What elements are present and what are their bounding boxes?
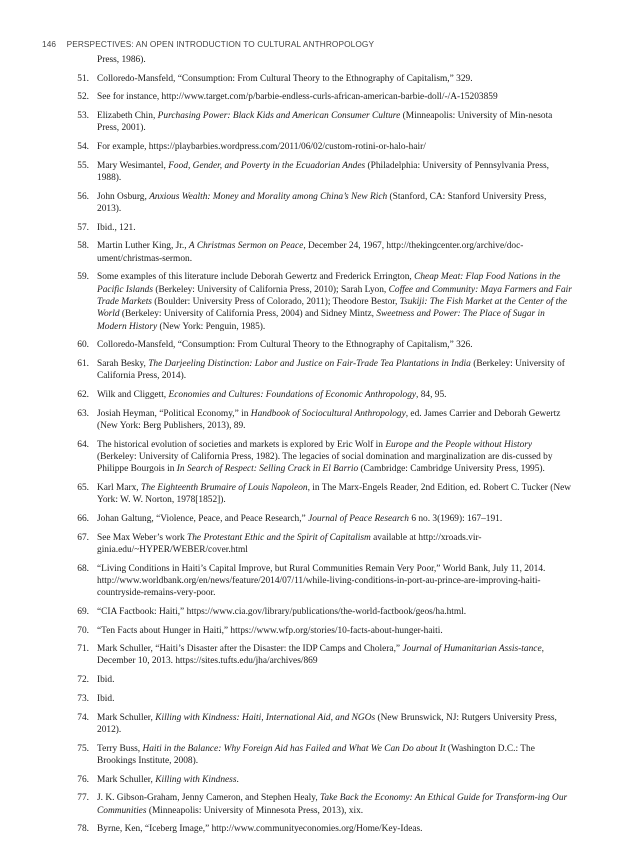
- endnote: [67, 674, 572, 686]
- text-segment: Martin Luther King, Jr.,: [97, 241, 189, 252]
- endnote: [67, 389, 572, 401]
- endnote-text: [97, 674, 572, 686]
- text-segment: Mark Schuller,: [97, 774, 156, 785]
- text-segment: (Berkeley: University of California Press, 2010); Sarah Lyon,: [152, 284, 389, 295]
- text-segment: (Minneapolis: University of Min-nesota Press, 2001).: [97, 111, 553, 134]
- endnote-text: [97, 513, 572, 525]
- text-segment: Johan Galtung, “Violence, Peace, and Peace Research,”: [97, 513, 309, 524]
- text-segment: (Philadelphia: University of Pennsylvania Press, 1988).: [97, 160, 549, 184]
- endnote: [67, 439, 572, 476]
- endnote: [67, 358, 572, 383]
- endnote-number: 71.: [77, 644, 89, 655]
- text-segment: (Minneapolis: University of Minnesota Press, 2013), xix.: [146, 805, 364, 816]
- endnote-text: [97, 482, 572, 507]
- endnote-number: 78.: [77, 824, 89, 835]
- text-segment: John Osburg,: [97, 191, 150, 202]
- italic-title: Europe and the People without History: [385, 439, 533, 450]
- endnote-text: [97, 110, 572, 135]
- text-segment: (New Brunswick, NJ: Rutgers University Press, 2012).: [97, 712, 557, 735]
- endnote: [67, 693, 572, 705]
- text-segment: (Cambridge: Cambridge University Press, 1995).: [358, 464, 545, 475]
- endnote: [67, 774, 572, 786]
- book-title: PERSPECTIVES: AN OPEN INTRODUCTION TO CULTURAL ANTHROPOLOGY: [66, 39, 375, 49]
- endnote-text: [97, 240, 572, 265]
- text-segment: Mark Schuller,: [97, 712, 156, 723]
- text-segment: “Living Conditions in Haiti’s Capital Improve, but Rural Communities Remain Very Poor,” World Bank, July 11, 2014. http://www.worldbank.org/en/news/feature/2014/07/11/while-living-conditions-in-port-au-prince-are-improving-haiti-countryside-remains-very-poor.: [97, 563, 546, 599]
- text-segment: Mark Schuller, “Haiti’s Disaster after the Disaster: the IDP Camps and Cholera,”: [97, 644, 403, 655]
- endnote-number: 68.: [77, 563, 89, 574]
- text-segment: Josiah Heyman, “Political Economy,” in: [97, 408, 251, 419]
- endnote: [67, 271, 572, 332]
- italic-title: A Christmas Sermon on Peace: [188, 241, 304, 252]
- endnote-text: [97, 271, 572, 332]
- endnote-text: [97, 693, 572, 705]
- text-segment: Colloredo-Mansfeld, “Consumption: From Cultural Theory to the Ethnography of Capitalism,” 326.: [97, 340, 473, 351]
- text-segment: Ibid.: [97, 693, 115, 704]
- endnote-text: [97, 532, 572, 557]
- text-segment: J. K. Gibson-Graham, Jenny Cameron, and Stephen Healy,: [97, 793, 321, 804]
- text-segment: For example, https://playbarbies.wordpress.com/2011/06/02/custom-rotini-or-halo-hair/: [97, 142, 426, 153]
- endnote-text: [97, 408, 572, 433]
- italic-title: The Protestant Ethic and the Spirit of Capitalism: [187, 532, 371, 543]
- endnote: [67, 160, 572, 185]
- italic-title: Sweetness and Power: The Place of Sugar in Modern History: [97, 309, 545, 332]
- endnote-number: 69.: [77, 606, 89, 617]
- endnote-number: 52.: [77, 92, 89, 103]
- endnote: [67, 563, 572, 600]
- page-number: 146: [42, 39, 57, 49]
- italic-title: Killing with Kindness: Haiti, International Aid, and NGOs: [155, 712, 376, 723]
- text-segment: (Washington D.C.: The Brookings Institute, 2008).: [97, 743, 535, 766]
- endnote-number: 59.: [77, 272, 89, 283]
- endnote-text: [97, 743, 572, 768]
- endnote: [67, 482, 572, 507]
- italic-title: Cheap Meat: Flap Food Nations in the Pacific Islands: [97, 272, 561, 295]
- endnote-number: 55.: [77, 160, 89, 171]
- italic-title: Take Back the Economy: An Ethical Guide for Transform-ing Our Communities: [97, 793, 568, 816]
- endnote-number: 63.: [77, 408, 89, 419]
- italic-title: Tsukiji: The Fish Market at the Center of the World: [97, 296, 568, 320]
- endnote-text: [97, 389, 572, 401]
- italic-title: Journal of Humanitarian Assis-tance: [402, 644, 542, 655]
- continuation-text: Press, 1986).: [97, 55, 146, 65]
- endnote: [67, 222, 572, 234]
- text-segment: , December 24, 1967, http://thekingcenter.org/archive/doc-ument/christmas-sermon.: [97, 241, 524, 264]
- text-segment: Wilk and Cliggett,: [97, 389, 169, 400]
- italic-title: In Search of Respect: Selling Crack in El Barrio: [176, 464, 359, 475]
- endnote-number: 51.: [77, 73, 89, 84]
- endnote-text: [97, 792, 572, 817]
- italic-title: Economies and Cultures: Foundations of Economic Anthropology: [168, 389, 417, 400]
- endnote-number: 53.: [77, 111, 89, 122]
- text-segment: Ibid., 121.: [97, 222, 136, 233]
- endnote-text: [97, 712, 572, 737]
- italic-title: Food, Gender, and Poverty in the Ecuadorian Andes: [168, 160, 366, 171]
- text-segment: “CIA Factbook: Haiti,” https://www.cia.gov/library/publications/the-world-factbook/geos/ha.html.: [97, 606, 467, 617]
- endnote: [67, 339, 572, 351]
- text-segment: (Berkeley: University of California Press, 1982). The legacies of social domination and marginalization are dis-cussed by Philippe Bourgois in: [97, 451, 553, 475]
- endnote-number: 58.: [77, 241, 89, 252]
- text-segment: , ed. James Carrier and Deborah Gewertz (New York: Berg Publishers, 2013), 89.: [97, 408, 561, 431]
- text-segment: Elizabeth Chin,: [97, 111, 158, 122]
- endnote: [67, 743, 572, 768]
- endnote-number: 57.: [77, 222, 89, 233]
- italic-title: Coffee and Community: Maya Farmers and Fair Trade Markets: [97, 284, 572, 307]
- endnote-number: 73.: [77, 693, 89, 704]
- endnote: [67, 73, 572, 85]
- endnote-text: [97, 774, 572, 786]
- text-segment: Some examples of this literature include Deborah Gewertz and Frederick Errington,: [97, 272, 415, 283]
- endnote-number: 65.: [77, 482, 89, 493]
- endnote-text: [97, 141, 572, 153]
- endnote-number: 60.: [77, 340, 89, 351]
- endnote-text: [97, 439, 572, 476]
- endnote: [67, 110, 572, 135]
- text-segment: , 84, 95.: [416, 389, 447, 400]
- endnote-text: [97, 73, 572, 85]
- endnote-text: [97, 91, 572, 103]
- endnote-text: [97, 606, 572, 618]
- endnote-number: 54.: [77, 142, 89, 153]
- endnote-text: [97, 563, 572, 600]
- endnote-text: [97, 339, 572, 351]
- italic-title: The Eighteenth Brumaire of Louis Napoleon: [141, 482, 308, 493]
- text-segment: (Boulder: University Press of Colorado, 2011); Theodore Bestor,: [151, 296, 400, 307]
- endnote-number: 62.: [77, 389, 89, 400]
- text-segment: Sarah Besky,: [97, 358, 149, 369]
- endnote: [67, 141, 572, 153]
- text-segment: (New York: Penguin, 1985).: [157, 321, 266, 332]
- italic-title: Anxious Wealth: Money and Morality among China’s New Rich: [149, 191, 388, 202]
- text-segment: (Stanford, CA: Stanford University Press, 2013).: [97, 191, 547, 215]
- endnote-number: 75.: [77, 743, 89, 754]
- endnote-number: 76.: [77, 774, 89, 785]
- endnote-number: 61.: [77, 358, 89, 369]
- endnote-number: 72.: [77, 675, 89, 686]
- text-segment: available at http://xroads.vir-ginia.edu/~HYPER/WEBER/cover.html: [97, 532, 482, 555]
- endnote-number: 67.: [77, 532, 89, 543]
- italic-title: Haiti in the Balance: Why Foreign Aid has Failed and What We Can Do about It: [142, 743, 446, 754]
- endnote: [67, 823, 572, 835]
- endnote-number: 56.: [77, 191, 89, 202]
- italic-title: Purchasing Power: Black Kids and American Consumer Culture: [157, 111, 401, 122]
- text-segment: , December 10, 2013. https://sites.tufts.edu/jha/archives/869: [97, 644, 544, 667]
- italic-title: Handbook of Sociocultural Anthropology: [250, 408, 406, 419]
- endnote: [67, 408, 572, 433]
- endnote: [67, 191, 572, 216]
- italic-title: The Darjeeling Distinction: Labor and Justice on Fair-Trade Tea Plantations in India: [148, 358, 471, 369]
- endnote-text: [97, 160, 572, 185]
- endnote-text: [97, 191, 572, 216]
- endnote: [67, 532, 572, 557]
- text-segment: (Berkeley: University of California Press, 2014).: [97, 358, 565, 382]
- endnote: [67, 643, 572, 668]
- endnote-number: 70.: [77, 625, 89, 636]
- text-segment: Karl Marx,: [97, 482, 141, 493]
- text-segment: (Berkeley: University of California Press, 2004) and Sidney Mintz,: [119, 309, 377, 320]
- text-segment: Mary Wesimantel,: [97, 160, 169, 171]
- endnote-text: [97, 358, 572, 383]
- endnote: [67, 792, 572, 817]
- endnote: [67, 240, 572, 265]
- endnote-number: 74.: [77, 712, 89, 723]
- endnote-text: [97, 643, 572, 668]
- text-segment: Byrne, Ken, “Iceberg Image,” http://www.communityeconomies.org/Home/Key-Ideas.: [97, 824, 423, 835]
- endnote: [67, 606, 572, 618]
- endnote-text: [97, 222, 572, 234]
- text-segment: Colloredo-Mansfeld, “Consumption: From Cultural Theory to the Ethnography of Capitalism,” 329.: [97, 73, 473, 84]
- text-segment: , in The Marx-Engels Reader, 2nd Edition, ed. Robert C. Tucker (New York: W. W. Norton, 1978[1852]).: [97, 482, 572, 506]
- text-segment: .: [236, 774, 239, 785]
- endnote: [67, 712, 572, 737]
- text-segment: See Max Weber’s work: [97, 532, 188, 543]
- text-segment: Ibid.: [97, 675, 115, 686]
- text-segment: See for instance, http://www.target.com/p/barbie-endless-curls-african-american-barbie-doll/-/A-15203859: [97, 92, 498, 103]
- endnote-text: [97, 625, 572, 637]
- endnote-number: 64.: [77, 439, 89, 450]
- italic-title: Journal of Peace Research: [308, 513, 409, 524]
- endnote-text: [97, 823, 572, 835]
- endnote: [67, 513, 572, 525]
- running-header: [42, 39, 374, 49]
- italic-title: Killing with Kindness: [155, 774, 237, 785]
- text-segment: Terry Buss,: [97, 743, 143, 754]
- text-segment: 6 no. 3(1969): 167–191.: [408, 513, 503, 524]
- endnote: [67, 91, 572, 103]
- endnote: [67, 625, 572, 637]
- endnotes-list: [67, 54, 572, 842]
- text-segment: “Ten Facts about Hunger in Haiti,” https://www.wfp.org/stories/10-facts-about-hunger-haiti.: [97, 625, 443, 636]
- endnote-number: 66.: [77, 513, 89, 524]
- endnote-number: 77.: [77, 793, 89, 804]
- text-segment: The historical evolution of societies and markets is explored by Eric Wolf in: [97, 439, 386, 450]
